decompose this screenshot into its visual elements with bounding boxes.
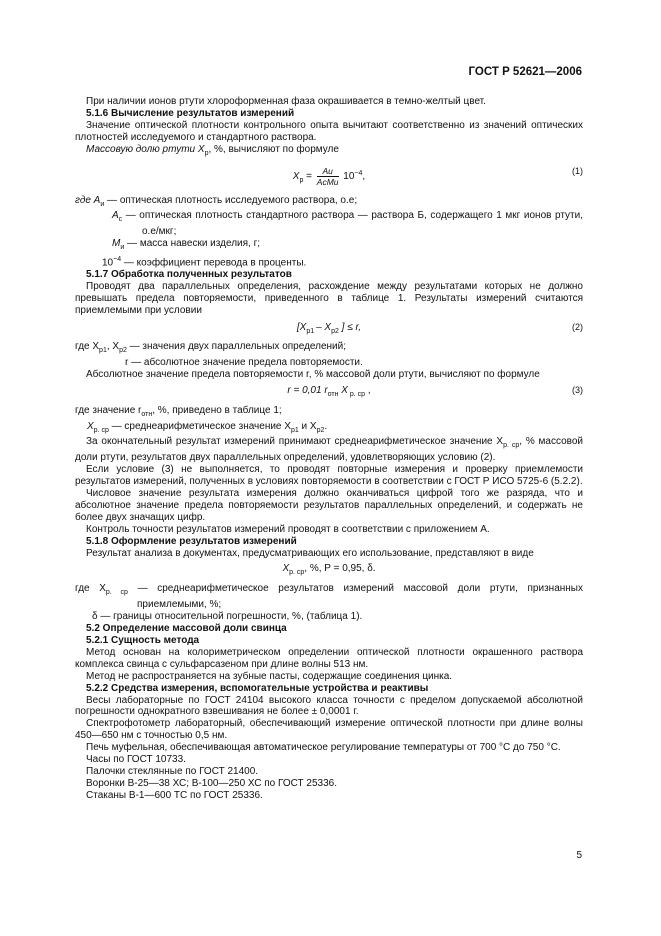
legend-line: δ — границы относительной погрешности, %, (таблица 1). bbox=[92, 611, 363, 623]
document-header: ГОСТ Р 52621—2006 bbox=[468, 66, 582, 78]
section-heading-5-1-7: 5.1.7 Обработка полученных результатов bbox=[86, 269, 292, 281]
paragraph: Стаканы В-1—600 ТС по ГОСТ 25336. bbox=[86, 789, 263, 801]
section-heading-5-2-1: 5.2.1 Сущность метода bbox=[86, 635, 200, 646]
paragraph: Числовое значение результата измерения должно оканчиваться цифрой того же разряда, что и абсолютное значение предела повторяемости результатов параллельных определений, и содержать не более двух значащих цифр. bbox=[75, 488, 583, 523]
paragraph: Контроль точности результатов измерений проводят в соответствии с приложением А. bbox=[86, 523, 490, 535]
legend-line: $10^{-4}$ — коэффициент перевода в проценты. bbox=[102, 256, 307, 269]
formula-result-form: $X_{р. ср}$, %, P = 0,95, δ. bbox=[282, 563, 376, 577]
formula-1: $X_р$ = $\frac{Aи}{\text{AсMи}}$ $10^{-4}$, (1) bbox=[292, 165, 583, 187]
paragraph: Абсолютное значение предела повторяемости r, % массовой доли ртути, вычисляют по формуле bbox=[86, 368, 540, 380]
paragraph: Результат анализа в документах, предусматривающих его использование, представляют в виде bbox=[86, 547, 534, 559]
formula-fraction: $\frac{Aи}{\text{AсMи}}$ bbox=[316, 165, 339, 187]
legend-line: где $X_{р1}$, $X_{р2}$ — значения двух параллельных определений; bbox=[75, 340, 347, 354]
paragraph: Воронки В-25—38 ХС; В-100—250 ХС по ГОСТ 25336. bbox=[86, 777, 337, 789]
legend-line: где значение $r_{отн}$, %, приведено в таблице 1; bbox=[75, 404, 282, 418]
paragraph: Палочки стеклянные по ГОСТ 21400. bbox=[86, 765, 259, 777]
legend-line: r — абсолютное значение предела повторяемости. bbox=[125, 356, 363, 368]
paragraph: Часы по ГОСТ 10733. bbox=[86, 754, 186, 766]
page-number: 5 bbox=[576, 850, 582, 861]
section-heading-5-2: 5.2 Определение массовой доли свинца bbox=[86, 623, 287, 635]
formula-number: (3) bbox=[572, 384, 583, 395]
paragraph: Массовую долю ртути $X_р$, %, вычисляют по формуле bbox=[86, 143, 339, 157]
paragraph: Если условие (3) не выполняется, то проводят повторные измерения и проверку приемлемости результатов измерений, полученных в условиях повторяемости в соответствии с ГОСТ Р ИСО 5725-6 (5.2.2). bbox=[75, 464, 583, 488]
paragraph: Метод основан на колориметрическом определении оптической плотности окрашенного раствора комплекса свинца с сульфарсазеном при длине волны 513 нм. bbox=[75, 646, 583, 670]
formula-number: (1) bbox=[572, 165, 583, 176]
legend-line: $A_с$ — оптическая плотность стандартного раствора — раствора Б, содержащего 1 мкг ионов ртути, о.е/мкг; bbox=[112, 210, 583, 238]
paragraph: Весы лабораторные по ГОСТ 24104 высокого класса точности с пределом допускаемой абсолютной погрешности однократного взвешивания не более ± 0,0001 г. bbox=[75, 694, 583, 718]
legend-line: $M_и$ — масса навески изделия, г; bbox=[112, 238, 261, 252]
legend-line: где $X_{р. ср}$ — среднеарифметическое результатов измерений массовой доли ртути, признанных приемлемыми, %; bbox=[75, 583, 583, 611]
legend-line: $X_{р. ср}$ — среднеарифметическое значение $X_{р1}$ и $X_{р2}$. bbox=[87, 420, 328, 434]
section-heading-5-2-2: 5.2.2 Средства измерения, вспомогательные устройства и реактивы bbox=[86, 682, 429, 694]
section-heading-5-1-6: 5.1.6 Вычисление результатов измерений bbox=[86, 107, 295, 119]
paragraph: Проводят два параллельных определения, расхождение между результатами которых не должно превышать предела повторяемости, приведенного в таблице 1. Результаты измерений считаются приемлемыми при условии bbox=[75, 281, 583, 317]
paragraph: Спектрофотометр лабораторный, обеспечивающий измерение оптической плотности при длине волны 450—650 нм с точностью 0,5 нм. bbox=[75, 718, 583, 742]
paragraph: Метод не распространяется на зубные пасты, содержащие соединения цинка. bbox=[86, 670, 453, 682]
document-body bbox=[75, 96, 583, 802]
paragraph: При наличии ионов ртути хлороформенная фаза окрашивается в темно-желтый цвет. bbox=[86, 96, 486, 107]
legend-line: где $A_и$ — оптическая плотность исследуемого раствора, о.е; bbox=[75, 194, 358, 208]
formula-3: r = 0,01 $r_{отн}$ X $_{р. ср}$ , (3) bbox=[287, 384, 583, 398]
formula-2: [$X_{p1} - X_{p2}$ ] ≤ r, (2) bbox=[296, 322, 583, 336]
formula-number: (2) bbox=[572, 322, 583, 333]
paragraph: Печь муфельная, обеспечивающая автоматическое регулирование температуры от 700 °С до 750 °С. bbox=[86, 742, 561, 754]
paragraph: За окончательный результат измерений принимают среднеарифметическое значение $X_{р. ср}$, % массовой доли ртути, результатов двух параллельных определений, удовлетворяющих условию (2). bbox=[75, 436, 584, 464]
paragraph: Значение оптической плотности контрольного опыта вычитают соответственно из значений оптических плотностей исследуемого и стандартного раствора. bbox=[75, 119, 583, 143]
section-heading-5-1-8: 5.1.8 Оформление результатов измерений bbox=[86, 535, 297, 547]
